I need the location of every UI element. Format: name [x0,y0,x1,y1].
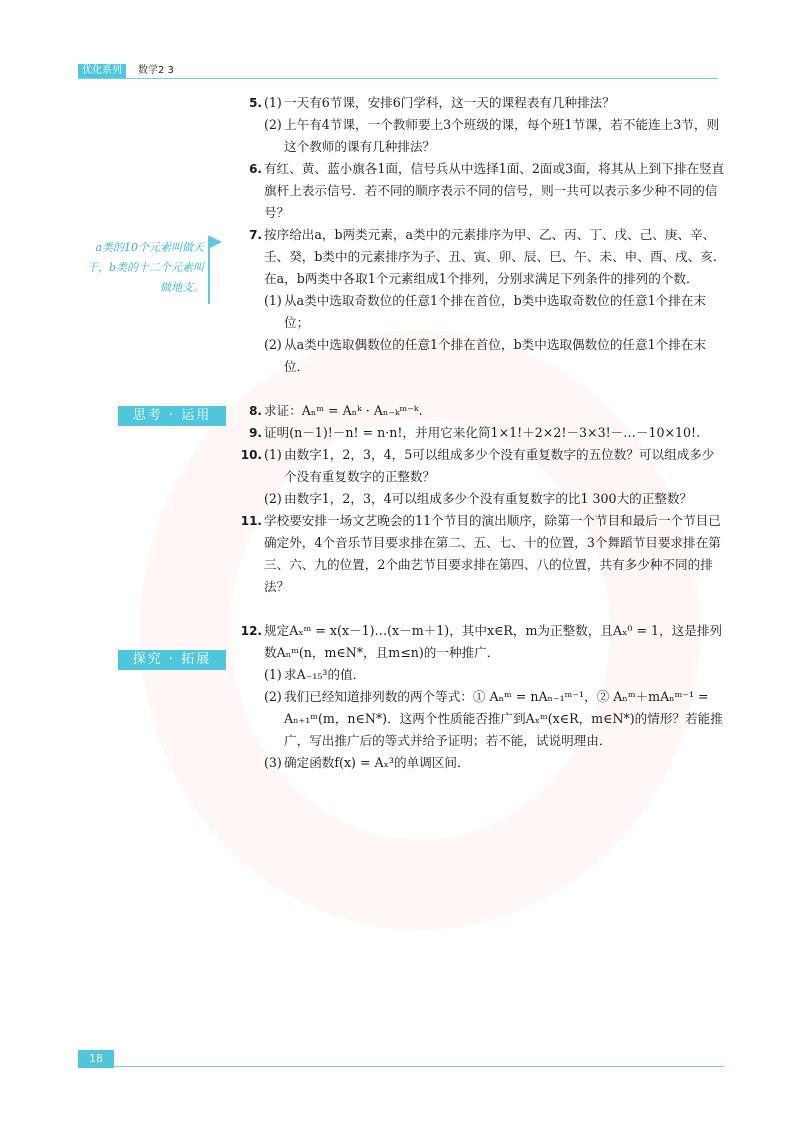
problem-text: 学校要安排一场文艺晚会的11个节目的演出顺序，除第一个节目和最后一个节目已确定外，4个音乐节目要求排在第二、五、七、十的位置，3个舞蹈节目要求排在第三、六、九的位置，2个曲艺节目要求排在第四、八的位置，共有多少种不同的排法？ [264,513,721,594]
problem-part [264,686,726,752]
problem-number: 10. [240,448,262,462]
part-text: 由数字1，2，3，4可以组成多少个没有重复数字的比1 300大的正整数？ [284,491,693,506]
part-text: 从a类中选取奇数位的任意1个排在首位，b类中选取奇数位的任意1个排在末位； [284,293,707,330]
problem-10 [234,444,726,510]
part-label: (1) [264,293,282,308]
problem-number: 7. [249,228,262,242]
problem-part [264,664,726,686]
problem-number: 5. [249,96,262,110]
problem-9 [234,422,726,444]
part-label: (1) [264,447,282,462]
problem-5 [234,92,726,158]
problem-part [264,444,726,488]
part-label: (2) [264,491,282,506]
problem-list [234,92,726,774]
problem-part [264,290,726,334]
problem-number: 9. [249,426,262,440]
page-number: 18 [78,1050,114,1068]
problem-text: 求证：Aₙᵐ = Aₙᵏ · Aₙ₋ₖᵐ⁻ᵏ. [264,403,423,418]
part-text: 我们已经知道排列数的两个等式：① Aₙᵐ = nAₙ₋₁ᵐ⁻¹，② Aₙᵐ＋mAₙᵐ⁻¹ = Aₙ₊₁ᵐ(m，n∈N*)．这两个性质能否推广到Aₓᵐ(x∈R，m∈N*)的情形？若能推广，写出推广后的等式并给予证明；若不能，试说明理由． [284,689,723,748]
problem-text: 有红、黄、蓝小旗各1面，信号兵从中选择1面、2面或3面，将其从上到下排在竖直旗杆上表示信号．若不同的顺序表示不同的信号，则一共可以表示多少种不同的信号？ [264,161,725,220]
part-text: 从a类中选取偶数位的任意1个排在首位，b类中选取偶数位的任意1个排在末位． [284,337,707,374]
problem-6 [234,158,726,224]
problem-12 [234,620,726,774]
header-rule [78,64,718,79]
problem-text: 证明(n－1)!－n! = n·n!，并用它来化简1×1!＋2×2!－3×3!－…－10×10!. [264,425,701,440]
part-label: (1) [264,95,282,110]
problem-part [264,334,726,378]
problem-7 [234,224,726,378]
section-label-think-apply: 思考 · 运用 [118,406,226,426]
part-label: (3) [264,755,282,770]
problem-part [264,92,726,114]
footer-rule [78,1066,724,1067]
part-text: 一天有6节课，安排6门学科，这一天的课程表有几种排法？ [284,95,615,110]
problem-part [264,488,726,510]
problem-text: 按序给出a，b两类元素，a类中的元素排序为甲、乙、丙、丁、戊、己、庚、辛、壬、癸，b类中的元素排序为子、丑、寅、卯、辰、巳、午、未、申、酉、戌、亥．在a，b两类中各取1个元素组成1个排列，分别求满足下列条件的排列的个数． [264,227,726,286]
problem-part [264,114,726,158]
part-label: (2) [264,117,282,132]
problem-8 [234,400,726,422]
problem-number: 8. [249,404,262,418]
part-text: 上午有4节课，一个教师要上3个班级的课，每个班1节课，若不能连上3节，则这个教师的课有几种排法？ [284,117,720,154]
problem-11 [234,510,726,598]
flag-icon [208,236,210,304]
problem-number: 11. [240,514,262,528]
header-book-title: 数学2 3 [138,65,174,76]
problem-text: 规定Aₓᵐ = x(x－1)…(x－m＋1)，其中x∈R，m为正整数，且Aₓ⁰ = 1，这是排列数Aₙᵐ(n，m∈N*，且m≤n)的一种推广． [264,623,723,660]
section-label-explore-extend: 探究 · 拓展 [118,650,226,670]
problem-number: 6. [249,162,262,176]
part-text: 确定函数f(x) = Aₓ³的单调区间． [284,755,470,770]
header-series-tag: 优化系列 [78,64,126,78]
part-text: 由数字1，2，3，4，5可以组成多少个没有重复数字的五位数？可以组成多少个没有重复数字的正整数？ [284,447,715,484]
margin-note: a类的10个元素叫做天干，b类的十二个元素叫做地支。 [86,241,204,294]
part-label: (2) [264,337,282,352]
problem-number: 12. [240,624,262,638]
part-label: (1) [264,667,282,682]
part-text: 求A₋₁₅³的值． [284,667,366,682]
problem-part [264,752,726,774]
part-label: (2) [264,689,282,704]
